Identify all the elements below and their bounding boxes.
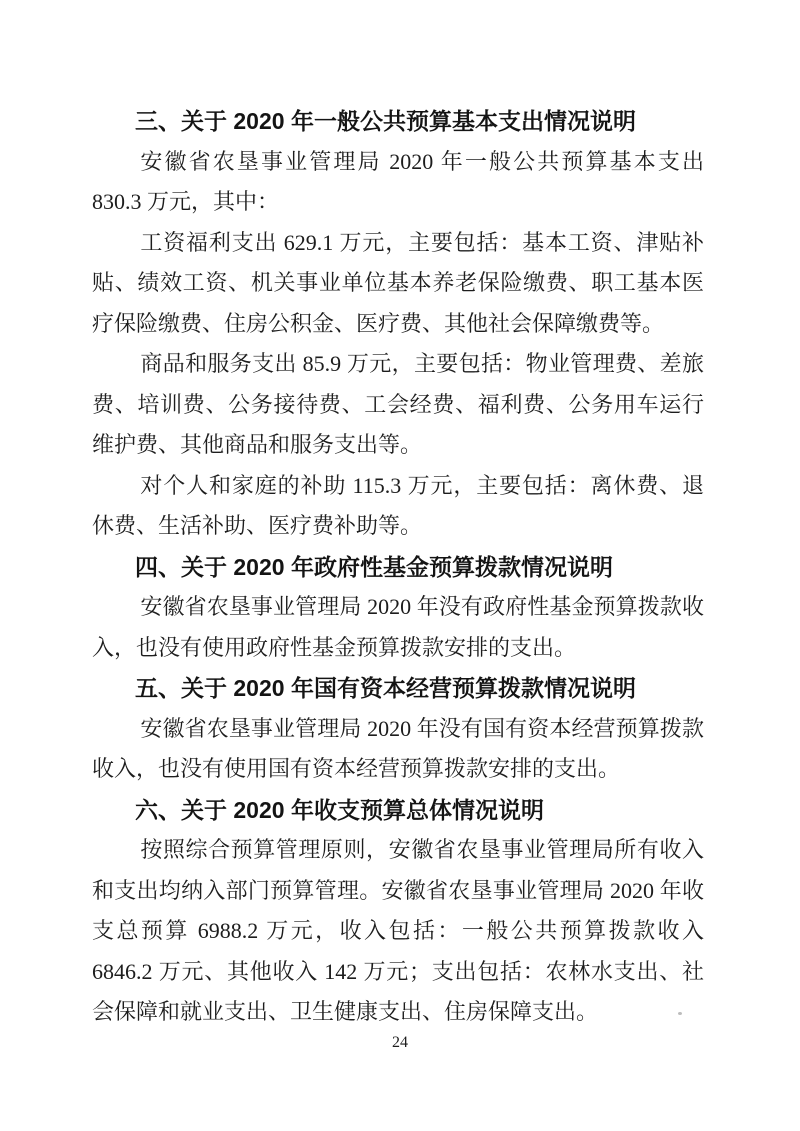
paragraph: 安徽省农垦事业管理局 2020 年没有政府性基金预算拨款收入，也没有使用政府性基金预算拨款安排的支出。 [92,594,704,660]
section-heading-overall-budget: 六、关于 2020 年收支预算总体情况说明 [135,796,544,823]
section-heading-government-fund: 四、关于 2020 年政府性基金预算拨款情况说明 [135,553,613,580]
paragraph: 安徽省农垦事业管理局 2020 年没有国有资本经营预算拨款收入，也没有使用国有资本经营预算拨款安排的支出。 [92,715,704,781]
paragraph: 对个人和家庭的补助 115.3 万元，主要包括：离休费、退休费、生活补助、医疗费补助等。 [92,472,704,538]
section-heading-state-capital: 五、关于 2020 年国有资本经营预算拨款情况说明 [135,675,636,701]
paragraph: 按照综合预算管理原则，安徽省农垦事业管理局所有收入和支出均纳入部门预算管理。安徽省农垦事业管理局 2020 年收支总预算 6988.2 万元，收入包括：一般公共预算拨款收入 6846.2 万元、其他收入 142 万元；支出包括：农林水支出、社会保障和就业支出、卫生健康支出、住房保障支出。 [92,837,704,1024]
page-number: 24 [392,1034,408,1051]
scan-speck [678,1012,682,1015]
document-content [92,101,704,1033]
paragraph: 安徽省农垦事业管理局 2020 年一般公共预算基本支出 830.3 万元，其中： [92,148,704,214]
paragraph: 工资福利支出 629.1 万元，主要包括：基本工资、津贴补贴、绩效工资、机关事业单位基本养老保险缴费、职工基本医疗保险缴费、住房公积金、医疗费、其他社会保障缴费等。 [92,229,704,336]
section-heading-basic-expenditure: 三、关于 2020 年一般公共预算基本支出情况说明 [135,108,636,134]
paragraph: 商品和服务支出 85.9 万元，主要包括：物业管理费、差旅费、培训费、公务接待费、工会经费、福利费、公务用车运行维护费、其他商品和服务支出等。 [92,351,704,457]
